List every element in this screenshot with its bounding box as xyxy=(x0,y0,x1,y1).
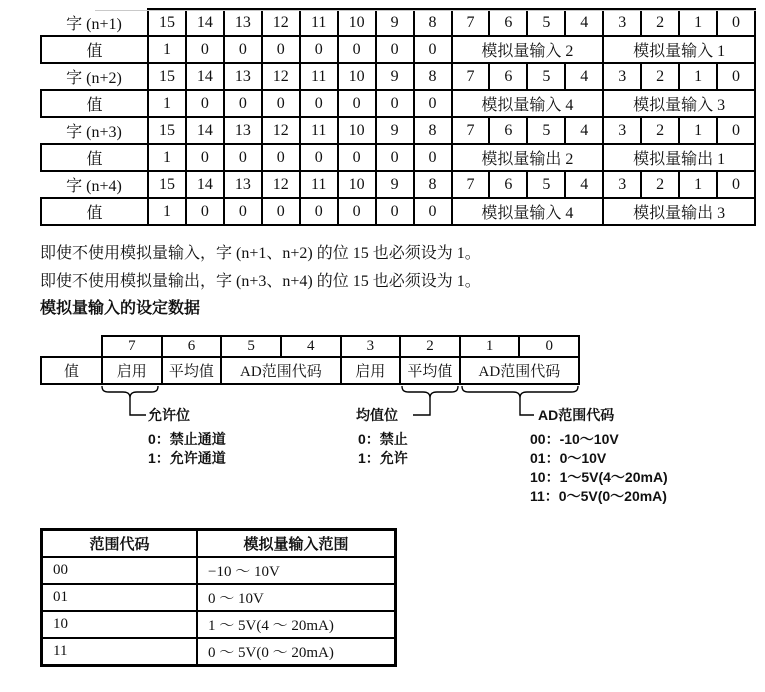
bit-index-cell: 13 xyxy=(224,117,262,144)
bit-index-cell: 9 xyxy=(376,117,414,144)
bit-index-cell: 7 xyxy=(452,171,490,198)
word-row-label: 字 (n+1) xyxy=(41,9,148,36)
bit-index-cell: 8 xyxy=(414,9,452,36)
bit-value-cell: 0 xyxy=(300,144,338,171)
bit-index-cell: 3 xyxy=(603,9,641,36)
annotation-item: 00：-10～10V xyxy=(530,431,619,447)
bit-index-cell: 7 xyxy=(452,117,490,144)
bit-index-cell: 2 xyxy=(641,171,679,198)
bit-group-cell-low: 模拟量输出 1 xyxy=(603,144,755,171)
note-line-input: 即使不使用模拟量输入，字 (n+1、n+2) 的位 15 也必须设为 1。 xyxy=(40,245,481,262)
bit-value-cell: 0 xyxy=(376,90,414,117)
bit-value-cell: 0 xyxy=(376,36,414,63)
annotation-title: 均值位 xyxy=(356,407,398,423)
corner-spacer xyxy=(41,336,102,357)
bit-index-cell: 5 xyxy=(527,171,565,198)
bit-index-cell: 0 xyxy=(717,63,755,90)
value-row-label: 值 xyxy=(41,90,148,117)
bit-group-cell-low: 模拟量输入 1 xyxy=(603,36,755,63)
bit-group-cell-low: 模拟量输入 3 xyxy=(603,90,755,117)
bit-index-cell: 7 xyxy=(452,63,490,90)
value-row-label: 值 xyxy=(41,36,148,63)
bit-index-cell: 7 xyxy=(452,9,490,36)
bit-index-cell: 3 xyxy=(603,171,641,198)
annotation-enable-bit xyxy=(148,406,226,468)
analog-input-settings-table xyxy=(40,335,580,385)
bit-index-cell: 4 xyxy=(565,63,603,90)
bit-index-cell: 6 xyxy=(489,171,527,198)
bit-index-cell: 11 xyxy=(300,63,338,90)
bit-value-cell: 0 xyxy=(262,198,300,225)
bit-value-cell: 0 xyxy=(414,198,452,225)
range-code-table xyxy=(40,528,397,667)
annotation-range-code xyxy=(528,406,668,506)
bit-index-cell: 11 xyxy=(300,117,338,144)
settings-field-cell: AD范围代码 xyxy=(221,357,340,384)
bit-value-cell: 0 xyxy=(300,36,338,63)
bit-value-cell: 0 xyxy=(262,36,300,63)
settings-field-cell: AD范围代码 xyxy=(460,357,579,384)
bit-group-cell-high: 模拟量输入 2 xyxy=(452,36,604,63)
annotation-item: 1：允许通道 xyxy=(148,450,226,466)
value-row-label: 值 xyxy=(41,144,148,171)
bit-index-cell: 14 xyxy=(186,9,224,36)
range-value-cell: 1 ～ 5V(4 ～ 20mA) xyxy=(197,611,396,638)
bit-index-cell: 4 xyxy=(565,9,603,36)
settings-bit-index-cell: 5 xyxy=(221,336,281,357)
underbrace-range-code xyxy=(462,386,578,398)
bit-index-cell: 13 xyxy=(224,171,262,198)
bit-index-cell: 10 xyxy=(338,9,376,36)
range-code-cell: 00 xyxy=(42,557,198,584)
bit-index-cell: 12 xyxy=(262,9,300,36)
bit-index-cell: 12 xyxy=(262,171,300,198)
settings-field-cell: 启用 xyxy=(341,357,401,384)
bit-index-cell: 5 xyxy=(527,63,565,90)
bit-index-cell: 14 xyxy=(186,63,224,90)
bit-index-cell: 14 xyxy=(186,171,224,198)
bit-index-cell: 8 xyxy=(414,171,452,198)
bit-value-cell: 0 xyxy=(338,90,376,117)
bit-group-cell-high: 模拟量输入 4 xyxy=(452,198,604,225)
settings-bit-index-cell: 0 xyxy=(519,336,579,357)
bit-value-cell: 0 xyxy=(414,144,452,171)
bit-value-cell: 1 xyxy=(148,198,186,225)
underbrace-average-bit xyxy=(402,386,458,398)
bit-value-cell: 0 xyxy=(338,198,376,225)
bit-value-cell: 0 xyxy=(186,36,224,63)
bit-index-cell: 3 xyxy=(603,63,641,90)
bit-index-cell: 15 xyxy=(148,63,186,90)
bit-index-cell: 15 xyxy=(148,9,186,36)
annotation-item: 0：禁止 xyxy=(358,431,408,447)
bit-value-cell: 1 xyxy=(148,144,186,171)
bit-index-cell: 10 xyxy=(338,63,376,90)
bit-index-cell: 6 xyxy=(489,9,527,36)
range-value-cell: −10 ～ 10V xyxy=(197,557,396,584)
bit-index-cell: 12 xyxy=(262,63,300,90)
bit-value-cell: 1 xyxy=(148,90,186,117)
annotation-item: 11：0～5V(0～20mA) xyxy=(530,488,667,504)
settings-bit-index-cell: 1 xyxy=(460,336,520,357)
bit-index-cell: 10 xyxy=(338,117,376,144)
settings-bit-index-cell: 3 xyxy=(341,336,401,357)
bit-index-cell: 1 xyxy=(679,9,717,36)
annotation-item: 10：1～5V(4～20mA) xyxy=(530,469,668,485)
bit-index-cell: 15 xyxy=(148,117,186,144)
bit-index-cell: 1 xyxy=(679,117,717,144)
bit-index-cell: 2 xyxy=(641,9,679,36)
bit-index-cell: 4 xyxy=(565,117,603,144)
settings-bit-index-cell: 7 xyxy=(102,336,162,357)
bit-index-cell: 14 xyxy=(186,117,224,144)
bit-index-cell: 2 xyxy=(641,117,679,144)
annotation-item: 1：允许 xyxy=(358,450,408,466)
range-table-header: 模拟量输入范围 xyxy=(197,530,396,558)
bit-index-cell: 5 xyxy=(527,117,565,144)
range-value-cell: 0 ～ 10V xyxy=(197,584,396,611)
connector-line-enable-bit xyxy=(130,398,146,415)
bit-index-cell: 8 xyxy=(414,63,452,90)
bit-value-cell: 0 xyxy=(338,36,376,63)
settings-field-cell: 启用 xyxy=(102,357,162,384)
bit-value-cell: 0 xyxy=(224,90,262,117)
settings-field-cell: 平均值 xyxy=(162,357,222,384)
bit-index-cell: 5 xyxy=(527,9,565,36)
bit-index-cell: 13 xyxy=(224,63,262,90)
value-row-label: 值 xyxy=(41,198,148,225)
bit-index-cell: 0 xyxy=(717,9,755,36)
bit-index-cell: 11 xyxy=(300,171,338,198)
word-row-label: 字 (n+2) xyxy=(41,63,148,90)
bit-index-cell: 2 xyxy=(641,63,679,90)
range-code-cell: 01 xyxy=(42,584,198,611)
bit-index-cell: 1 xyxy=(679,171,717,198)
bit-value-cell: 0 xyxy=(376,198,414,225)
connector-line-average-bit xyxy=(413,398,430,415)
word-row-label: 字 (n+3) xyxy=(41,117,148,144)
bit-value-cell: 0 xyxy=(300,198,338,225)
bit-value-cell: 0 xyxy=(338,144,376,171)
bit-value-cell: 0 xyxy=(300,90,338,117)
range-value-cell: 0 ～ 5V(0 ～ 20mA) xyxy=(197,638,396,666)
bit-index-cell: 11 xyxy=(300,9,338,36)
bit-index-cell: 0 xyxy=(717,117,755,144)
bit-value-cell: 0 xyxy=(186,144,224,171)
settings-bit-index-cell: 2 xyxy=(400,336,460,357)
bit-value-cell: 0 xyxy=(224,144,262,171)
bit-value-cell: 0 xyxy=(186,90,224,117)
crop-artifact-line xyxy=(95,10,756,11)
bit-value-cell: 0 xyxy=(414,90,452,117)
word-row-label: 字 (n+4) xyxy=(41,171,148,198)
bit-value-cell: 0 xyxy=(414,36,452,63)
annotation-item: 0：禁止通道 xyxy=(148,431,226,447)
range-code-cell: 11 xyxy=(42,638,198,666)
bit-index-cell: 9 xyxy=(376,9,414,36)
bit-group-cell-high: 模拟量输出 2 xyxy=(452,144,604,171)
bit-value-cell: 0 xyxy=(262,90,300,117)
annotation-title: 允许位 xyxy=(148,407,190,423)
bit-index-cell: 10 xyxy=(338,171,376,198)
bit-value-cell: 0 xyxy=(224,36,262,63)
word-bit-table xyxy=(40,8,756,226)
bit-index-cell: 6 xyxy=(489,63,527,90)
bit-value-cell: 0 xyxy=(262,144,300,171)
bit-value-cell: 0 xyxy=(376,144,414,171)
annotation-item: 01：0～10V xyxy=(530,450,607,466)
bit-value-cell: 1 xyxy=(148,36,186,63)
note-line-output: 即使不使用模拟量输出，字 (n+3、n+4) 的位 15 也必须设为 1。 xyxy=(40,273,481,290)
bit-index-cell: 6 xyxy=(489,117,527,144)
bit-index-cell: 0 xyxy=(717,171,755,198)
bit-index-cell: 13 xyxy=(224,9,262,36)
section-heading: 模拟量输入的设定数据 xyxy=(40,300,201,317)
annotation-area xyxy=(0,385,765,506)
bit-index-cell: 9 xyxy=(376,171,414,198)
underbrace-enable-bit xyxy=(102,386,158,398)
bit-index-cell: 8 xyxy=(414,117,452,144)
settings-bit-index-cell: 4 xyxy=(281,336,341,357)
settings-value-label: 值 xyxy=(41,357,102,384)
bit-index-cell: 9 xyxy=(376,63,414,90)
bit-group-cell-low: 模拟量输出 3 xyxy=(603,198,755,225)
notes-block xyxy=(0,240,765,296)
settings-bit-index-cell: 6 xyxy=(162,336,222,357)
range-table-header: 范围代码 xyxy=(42,530,198,558)
bit-index-cell: 4 xyxy=(565,171,603,198)
settings-field-cell: 平均值 xyxy=(400,357,460,384)
bit-index-cell: 1 xyxy=(679,63,717,90)
bit-group-cell-high: 模拟量输入 4 xyxy=(452,90,604,117)
bit-index-cell: 15 xyxy=(148,171,186,198)
range-code-cell: 10 xyxy=(42,611,198,638)
bit-index-cell: 12 xyxy=(262,117,300,144)
annotation-average-bit xyxy=(356,406,408,468)
bit-value-cell: 0 xyxy=(186,198,224,225)
bit-value-cell: 0 xyxy=(224,198,262,225)
annotation-title: AD范围代码 xyxy=(538,407,615,423)
bit-index-cell: 3 xyxy=(603,117,641,144)
